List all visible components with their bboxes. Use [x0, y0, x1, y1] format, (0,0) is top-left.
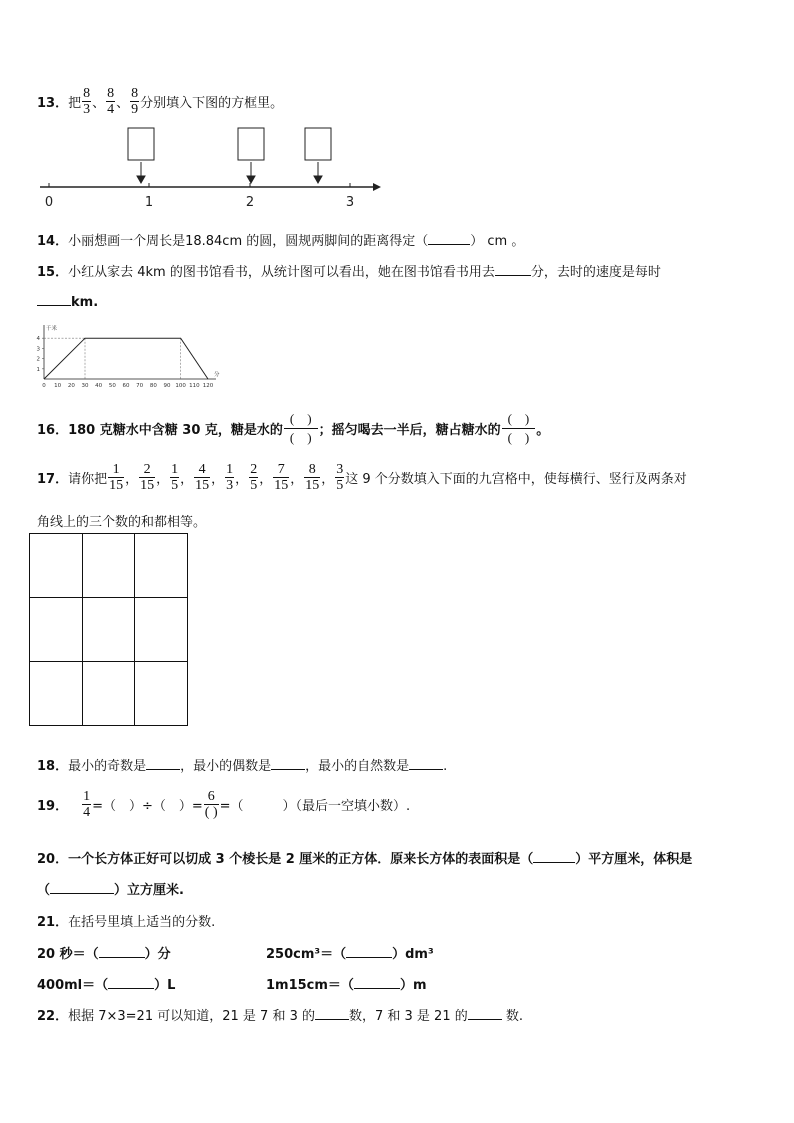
question-text: ）平方厘米，体积是 — [575, 852, 693, 867]
separator: ， — [235, 472, 249, 487]
x-tick-label: 120 — [202, 383, 214, 389]
separator: ， — [180, 472, 194, 487]
question-number: 19． — [37, 799, 69, 814]
question-text: 在括号里填上适当的分数. — [68, 915, 216, 930]
question-text: ） cm 。 — [470, 234, 525, 249]
answer-box[interactable] — [238, 128, 264, 160]
question-19 — [37, 789, 410, 820]
x-tick-label: 10 — [54, 383, 62, 389]
conversion-item — [37, 974, 175, 993]
separator: ， — [259, 472, 273, 487]
y-axis-label: 千米 — [46, 326, 58, 332]
separator: ， — [211, 472, 225, 487]
tick-label: 0 — [44, 195, 54, 210]
answer-blank[interactable] — [50, 881, 114, 894]
question-text: （ — [37, 883, 51, 898]
answer-box[interactable] — [128, 128, 154, 160]
answer-fraction[interactable]: $\frac{( )}{( )}$ — [502, 410, 536, 447]
answer-blank[interactable] — [37, 293, 71, 306]
answer-blank[interactable] — [409, 757, 443, 770]
question-text: 分，去时的速度是每时 — [530, 265, 661, 280]
y-tick-label: 3 — [36, 346, 40, 353]
conversion-unit: ）L — [154, 978, 176, 993]
question-16 — [37, 410, 549, 447]
fraction: $\frac{3}{5}$ — [336, 462, 344, 493]
question-text: 数，7 和 3 是 21 的 — [348, 1009, 468, 1024]
fraction: $\frac{1}{4}$ — [83, 789, 91, 820]
question-text: 数. — [501, 1009, 523, 1024]
separator: ， — [321, 472, 335, 487]
tick-label: 3 — [345, 195, 355, 210]
question-number: 20． — [37, 852, 69, 867]
x-tick-label: 20 — [67, 383, 75, 389]
fraction: $\frac{8}{15}$ — [305, 462, 320, 493]
separator: ， — [156, 472, 170, 487]
question-text: 角线上的三个数的和都相等。 — [37, 515, 207, 530]
question-text: 请你把 — [68, 472, 108, 487]
conversion-label: 250cm³＝（ — [266, 947, 347, 962]
grid-cell[interactable] — [30, 662, 83, 726]
y-tick-label: 1 — [36, 366, 40, 373]
question-text: 。 — [536, 423, 550, 438]
question-22 — [37, 1005, 523, 1024]
x-tick-label: 30 — [81, 383, 89, 389]
axis-arrow — [373, 183, 381, 191]
conversion-unit: ）分 — [144, 947, 171, 962]
pointer-arrows — [137, 162, 322, 183]
grid-cell[interactable] — [135, 662, 188, 726]
fraction: $\frac{2}{5}$ — [250, 462, 258, 493]
question-text: 最小的奇数是 — [68, 759, 147, 774]
fraction: $\frac{2}{15}$ — [140, 462, 155, 493]
question-text: =（ ）（最后一空填小数）. — [219, 799, 411, 814]
distance-time-chart — [30, 322, 225, 392]
question-text: 小丽想画一个周长是18.84cm 的圆，圆规两脚间的距离得定（ — [68, 234, 429, 249]
question-text: 这 9 个分数填入下面的九宫格中，使每横行、竖行及两条对 — [345, 472, 687, 487]
x-tick-label: 90 — [163, 383, 171, 389]
x-tick-label: 0 — [42, 383, 46, 389]
question-number: 15． — [37, 265, 69, 280]
grid-cell[interactable] — [30, 534, 83, 598]
question-number: 14． — [37, 234, 69, 249]
tick-label: 1 — [144, 195, 154, 210]
tick-label: 2 — [245, 195, 255, 210]
fraction: $\frac{1}{15}$ — [109, 462, 124, 493]
question-text: 小红从家去 4km 的图书馆看书，从统计图可以看出，她在图书馆看书用去 — [68, 265, 495, 280]
x-tick-label: 110 — [189, 383, 200, 389]
x-tick-label: 80 — [149, 383, 157, 389]
fraction: $\frac{8}{9}$ — [131, 86, 139, 117]
separator: ， — [290, 472, 304, 487]
conversion-item — [266, 943, 434, 962]
x-tick-label: 100 — [175, 383, 186, 389]
question-15 — [37, 261, 661, 280]
separator: ， — [125, 472, 139, 487]
y-tick-label: 4 — [36, 336, 40, 343]
question-15-line2 — [37, 293, 98, 310]
answer-blank[interactable] — [495, 263, 531, 276]
conversion-label: 400ml＝（ — [37, 978, 109, 993]
conversion-unit: ）m — [399, 978, 427, 993]
conversion-unit: ）dm³ — [392, 947, 434, 962]
question-number: 13． — [37, 96, 69, 111]
question-number: 17． — [37, 472, 69, 487]
question-text: 把 — [68, 96, 82, 111]
answer-blank[interactable] — [346, 945, 392, 958]
answer-blank[interactable] — [271, 757, 305, 770]
answer-blank[interactable] — [428, 232, 470, 245]
fraction: $\frac{1}{3}$ — [226, 462, 234, 493]
question-20 — [37, 848, 692, 867]
question-text: ）立方厘米. — [114, 883, 184, 898]
question-17 — [37, 462, 687, 493]
separator: 、 — [92, 96, 106, 111]
conversion-label: 1m15cm＝（ — [266, 978, 354, 993]
magic-square-grid — [29, 533, 188, 726]
question-18 — [37, 755, 447, 774]
question-number: 16． — [37, 423, 69, 438]
question-number: 21． — [37, 915, 69, 930]
question-text: 分别填入下图的方框里。 — [140, 96, 284, 111]
question-text: =（ ）÷（ ）= — [92, 799, 203, 814]
grid-cell[interactable] — [135, 598, 188, 662]
answer-blank[interactable] — [146, 757, 180, 770]
fraction: $\frac{4}{15}$ — [195, 462, 210, 493]
x-tick-label: 70 — [136, 383, 144, 389]
answer-blank[interactable] — [99, 945, 145, 958]
question-text: 一个长方体正好可以切成 3 个棱长是 2 厘米的正方体．原来长方体的表面积是（ — [68, 852, 534, 867]
fraction-list — [107, 462, 345, 493]
answer-blank[interactable] — [315, 1007, 349, 1020]
question-number: 22． — [37, 1009, 69, 1024]
x-tick-label: 40 — [95, 383, 103, 389]
separator: 、 — [116, 96, 130, 111]
question-text: km. — [71, 295, 99, 310]
question-text: ；摇匀喝去一半后，糖占糖水的 — [318, 423, 501, 438]
question-number: 18． — [37, 759, 69, 774]
grid-cell[interactable] — [82, 598, 135, 662]
fraction: $\frac{8}{4}$ — [107, 86, 115, 117]
question-14 — [37, 230, 524, 249]
question-17-line2 — [37, 511, 206, 530]
distance-series-line — [44, 338, 208, 379]
question-text: ，最小的自然数是 — [305, 759, 410, 774]
fraction: $\frac{7}{15}$ — [274, 462, 289, 493]
number-line-figure — [35, 122, 385, 214]
question-text: 根据 7×3=21 可以知道，21 是 7 和 3 的 — [68, 1009, 315, 1024]
x-tick-label: 60 — [122, 383, 130, 389]
conversion-item — [37, 943, 171, 962]
question-21 — [37, 911, 215, 930]
grid-cell[interactable] — [135, 534, 188, 598]
answer-blank[interactable] — [533, 850, 575, 863]
answer-box[interactable] — [305, 128, 331, 160]
y-tick-label: 2 — [36, 356, 40, 363]
grid-cell[interactable] — [82, 662, 135, 726]
x-tick-label: 50 — [108, 383, 116, 389]
answer-fraction[interactable]: $\frac{6}{( )}$ — [204, 789, 218, 820]
question-20-line2 — [37, 879, 184, 898]
question-text: 180 克糖水中含糖 30 克，糖是水的 — [68, 423, 283, 438]
question-text: ，最小的偶数是 — [180, 759, 272, 774]
answer-blank[interactable] — [108, 976, 154, 989]
conversion-label: 20 秒＝（ — [37, 947, 99, 962]
fraction: $\frac{1}{5}$ — [171, 462, 179, 493]
fraction: $\frac{8}{3}$ — [83, 86, 91, 117]
answer-fraction[interactable]: $\frac{( )}{( )}$ — [284, 410, 318, 447]
conversion-item — [266, 974, 426, 993]
answer-blank[interactable] — [354, 976, 400, 989]
answer-blank[interactable] — [468, 1007, 502, 1020]
grid-cell[interactable] — [82, 534, 135, 598]
x-axis-label: 分 — [214, 372, 220, 378]
question-13 — [37, 86, 283, 117]
grid-cell[interactable] — [30, 598, 83, 662]
question-text: . — [443, 759, 448, 774]
